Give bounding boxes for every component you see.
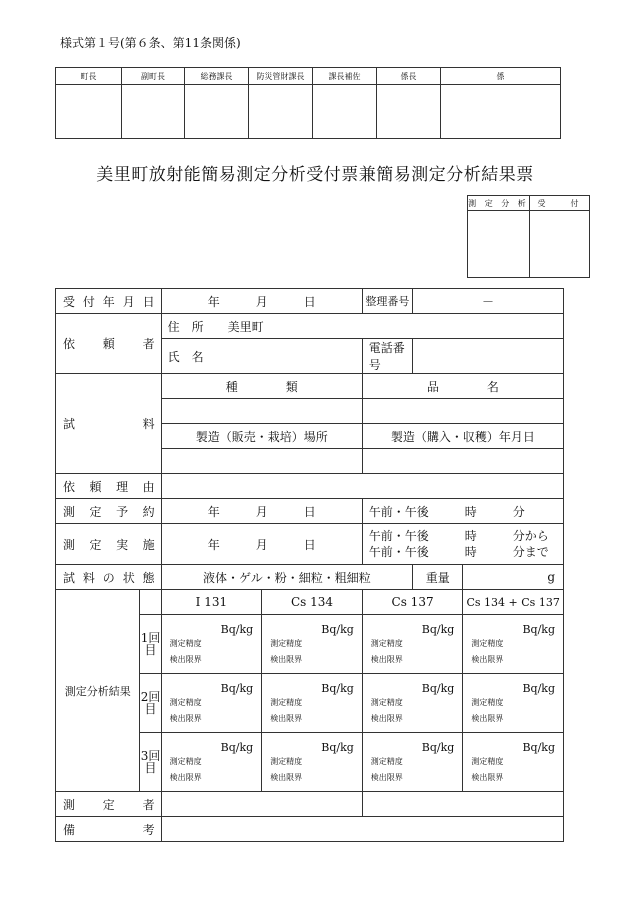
results-corner-cell — [140, 590, 161, 615]
production-place-field[interactable] — [161, 449, 362, 474]
result-cell[interactable] — [262, 733, 363, 792]
name-field[interactable] — [161, 339, 362, 374]
sample-label: 試料 — [56, 374, 162, 474]
detection-limit-label: 検出限界 — [471, 713, 504, 723]
approval-stamp-box[interactable] — [441, 85, 561, 139]
precision-label: 測定精度 — [471, 697, 504, 707]
page-title: 美里町放射能簡易測定分析受付票兼簡易測定分析結果票 — [96, 165, 534, 185]
unit-label: Bq/kg — [220, 681, 254, 695]
sample-type-header: 種 類 — [161, 374, 362, 399]
phone-field[interactable] — [413, 339, 564, 374]
unit-label: Bq/kg — [421, 681, 455, 695]
address-value: 美里町 — [227, 319, 264, 334]
weight-label: 重量 — [413, 565, 463, 590]
approval-header: 課長補佐 — [313, 68, 377, 85]
receipt-stamp-box[interactable] — [530, 211, 590, 278]
implementation-label: 測定実施 — [56, 524, 162, 565]
precision-label: 測定精度 — [169, 756, 202, 766]
approval-stamp-box[interactable] — [122, 85, 185, 139]
reservation-time-field[interactable]: 午前・午後 時 分 — [362, 499, 563, 524]
reg-no-label: 整理番号 — [362, 289, 412, 314]
weight-field[interactable] — [463, 565, 564, 590]
sample-state-label: 試料の状態 — [56, 565, 162, 590]
unit-label: Bq/kg — [220, 740, 254, 754]
precision-label: 測定精度 — [471, 756, 504, 766]
reason-field[interactable] — [161, 474, 563, 499]
sample-type-field[interactable] — [161, 399, 362, 424]
production-date-header: 製造（購入・収穫）年月日 — [362, 424, 563, 449]
detection-limit-label: 検出限界 — [169, 713, 202, 723]
remarks-field[interactable] — [161, 817, 563, 842]
unit-label: Bq/kg — [522, 681, 555, 695]
approval-stamp-table — [55, 67, 561, 139]
reception-date-field[interactable]: 年 月 日 — [161, 289, 362, 314]
approval-stamp-box[interactable] — [185, 85, 249, 139]
precision-label: 測定精度 — [370, 697, 403, 707]
result-cell[interactable] — [463, 615, 564, 674]
isotope-header-i131: I 131 — [161, 590, 262, 615]
unit-label: Bq/kg — [421, 740, 455, 754]
isotope-header-cs-total: Cs 134 + Cs 137 — [463, 590, 564, 615]
result-cell[interactable] — [161, 615, 262, 674]
receipt-stamp-box[interactable] — [468, 211, 530, 278]
precision-label: 測定精度 — [471, 638, 504, 648]
detection-limit-label: 検出限界 — [270, 772, 303, 782]
implementation-date-field[interactable]: 年 月 日 — [161, 524, 362, 565]
unit-label: Bq/kg — [522, 740, 555, 754]
unit-label: Bq/kg — [321, 681, 354, 695]
unit-label: Bq/kg — [421, 622, 455, 636]
reg-no-field[interactable]: － — [413, 289, 564, 314]
approval-header: 係 — [441, 68, 561, 85]
detection-limit-label: 検出限界 — [169, 772, 202, 782]
address-field[interactable] — [161, 314, 563, 339]
sample-state-options[interactable]: 液体・ゲル・粉・細粒・粗細粒 — [161, 565, 412, 590]
detection-limit-label: 検出限界 — [270, 654, 303, 664]
receipt-header-accept: 受 付 — [530, 196, 590, 211]
measurer-label: 測定者 — [56, 792, 162, 817]
implementation-time-from: 午前・午後 時 分から — [368, 529, 549, 543]
precision-label: 測定精度 — [370, 638, 403, 648]
result-cell[interactable] — [262, 674, 363, 733]
phone-label: 電話番号 — [362, 339, 412, 374]
approval-header: 町長 — [56, 68, 122, 85]
results-label: 測定分析結果 — [56, 590, 140, 792]
receipt-stamp-table — [467, 195, 590, 278]
isotope-header-cs134: Cs 134 — [262, 590, 363, 615]
production-place-header: 製造（販売・栽培）場所 — [161, 424, 362, 449]
reception-date-label: 受付年月日 — [56, 289, 162, 314]
sample-item-header: 品 名 — [362, 374, 563, 399]
approval-header: 係長 — [377, 68, 441, 85]
name-label: 氏 名 — [167, 349, 204, 364]
requester-label: 依頼者 — [56, 314, 162, 374]
unit-label: Bq/kg — [321, 740, 354, 754]
precision-label: 測定精度 — [169, 697, 202, 707]
main-form-table — [55, 288, 564, 842]
approval-header: 総務課長 — [185, 68, 249, 85]
unit-label: Bq/kg — [321, 622, 354, 636]
unit-label: Bq/kg — [522, 622, 555, 636]
production-date-field[interactable] — [362, 449, 563, 474]
precision-label: 測定精度 — [169, 638, 202, 648]
result-cell[interactable] — [463, 733, 564, 792]
approval-header: 副町長 — [122, 68, 185, 85]
unit-label: Bq/kg — [220, 622, 254, 636]
implementation-time-field[interactable] — [362, 524, 563, 565]
precision-label: 測定精度 — [270, 697, 303, 707]
precision-label: 測定精度 — [270, 638, 303, 648]
result-cell[interactable] — [161, 733, 262, 792]
precision-label: 測定精度 — [270, 756, 303, 766]
detection-limit-label: 検出限界 — [370, 654, 403, 664]
result-cell[interactable] — [262, 615, 363, 674]
reservation-date-field[interactable]: 年 月 日 — [161, 499, 362, 524]
sample-item-field[interactable] — [362, 399, 563, 424]
detection-limit-label: 検出限界 — [270, 713, 303, 723]
approval-header: 防災管財課長 — [249, 68, 313, 85]
result-cell[interactable] — [362, 733, 463, 792]
implementation-time-to: 午前・午後 時 分まで — [368, 545, 549, 559]
detection-limit-label: 検出限界 — [370, 772, 403, 782]
measurer-field[interactable] — [161, 792, 362, 817]
receipt-header-analysis: 測 定 分 析 — [468, 196, 530, 211]
precision-label: 測定精度 — [370, 756, 403, 766]
result-cell[interactable] — [362, 674, 463, 733]
iteration-label: 2回目 — [140, 674, 161, 733]
detection-limit-label: 検出限界 — [370, 713, 403, 723]
approval-stamp-box[interactable] — [249, 85, 313, 139]
address-label: 住 所 — [167, 319, 204, 334]
reservation-label: 測定予約 — [56, 499, 162, 524]
isotope-header-cs137: Cs 137 — [362, 590, 463, 615]
iteration-label: 3回目 — [140, 733, 161, 792]
detection-limit-label: 検出限界 — [471, 772, 504, 782]
result-cell[interactable] — [161, 674, 262, 733]
measurer-field-2[interactable] — [362, 792, 563, 817]
approval-stamp-box[interactable] — [313, 85, 377, 139]
form-number: 様式第１号(第６条、第11条関係) — [60, 36, 241, 50]
detection-limit-label: 検出限界 — [471, 654, 504, 664]
remarks-label: 備考 — [56, 817, 162, 842]
result-cell[interactable] — [362, 615, 463, 674]
result-cell[interactable] — [463, 674, 564, 733]
iteration-label: 1回目 — [140, 615, 161, 674]
approval-stamp-box[interactable] — [377, 85, 441, 139]
weight-unit: g — [547, 570, 555, 584]
approval-stamp-box[interactable] — [56, 85, 122, 139]
detection-limit-label: 検出限界 — [169, 654, 202, 664]
reason-label: 依頼理由 — [56, 474, 162, 499]
